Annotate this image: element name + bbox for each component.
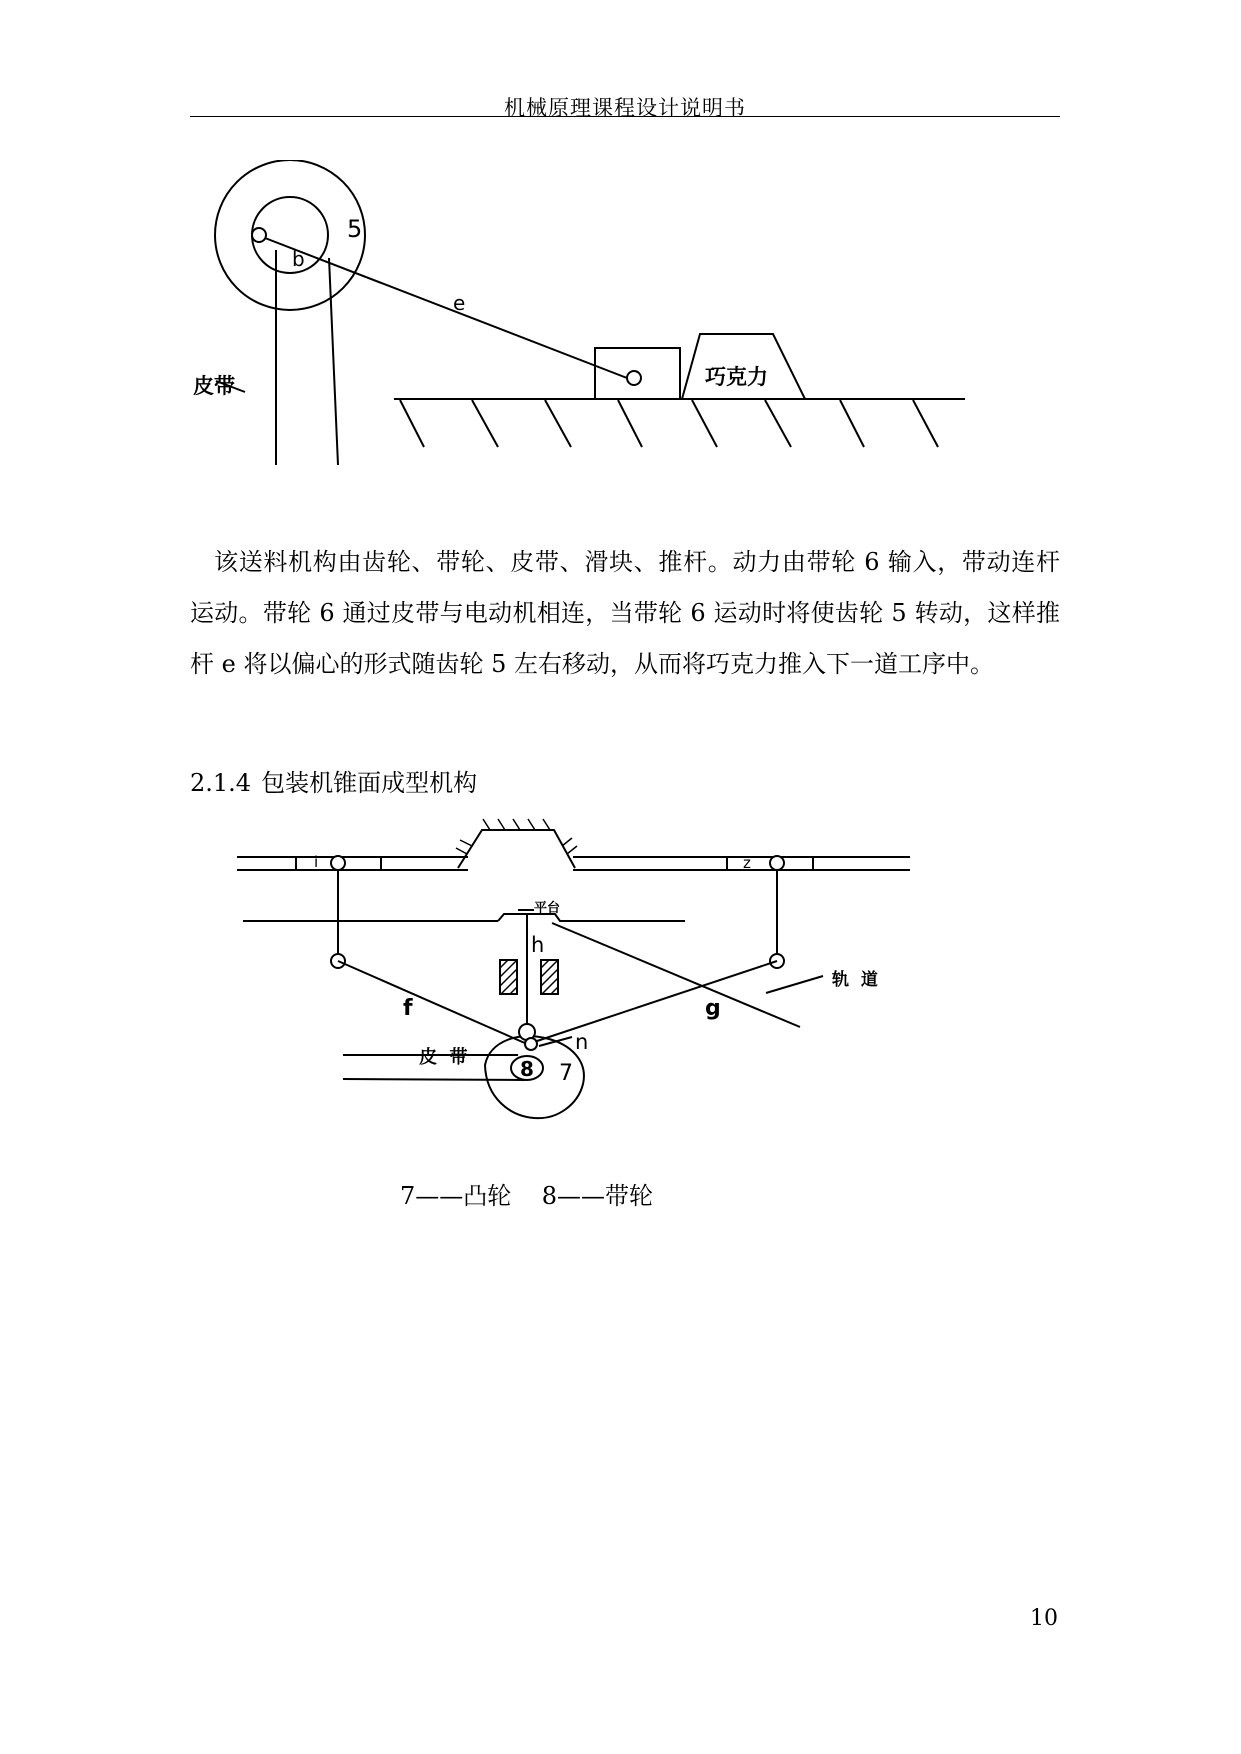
track-label: 轨 道 bbox=[832, 970, 878, 990]
raised-housing bbox=[458, 830, 575, 868]
running-header: 机械原理课程设计说明书 bbox=[504, 96, 746, 120]
platform-label: 平台 bbox=[534, 901, 561, 916]
belt-lower bbox=[343, 1079, 525, 1080]
slot-left-label: i bbox=[314, 853, 319, 871]
figure-caption: 7——凸轮 8——带轮 bbox=[400, 1182, 654, 1210]
push-rod-e bbox=[265, 238, 627, 378]
belt-right-strand bbox=[329, 258, 338, 465]
pin-n bbox=[525, 1038, 537, 1050]
belt-label: 皮带 bbox=[193, 374, 235, 398]
header-rule bbox=[190, 116, 1060, 117]
section-title: 包装机锥面成型机构 bbox=[261, 769, 478, 797]
pin-label: n bbox=[575, 1030, 589, 1054]
cam-label: 7 bbox=[559, 1061, 573, 1086]
belt-label: 皮 带 bbox=[419, 1047, 468, 1068]
crank-label: b bbox=[292, 247, 305, 271]
slot-right-label: z bbox=[743, 854, 751, 872]
eccentric-pin bbox=[252, 228, 266, 242]
track-line bbox=[552, 923, 800, 1027]
section-heading bbox=[190, 763, 477, 798]
rod-label: e bbox=[453, 291, 466, 315]
guide-label: h bbox=[531, 933, 545, 957]
figure-cone-forming-mechanism bbox=[200, 800, 1020, 1160]
figure-feeding-mechanism bbox=[180, 160, 980, 480]
rod-right-label: g bbox=[705, 996, 721, 1021]
rod-f bbox=[338, 961, 527, 1044]
gear-label: 5 bbox=[347, 215, 363, 243]
rod-left-label: f bbox=[403, 996, 413, 1021]
slider-left-pivot bbox=[331, 856, 345, 870]
track-leader bbox=[766, 976, 823, 993]
section-number: 2.1.4 bbox=[190, 769, 252, 797]
pulley-label: 8 bbox=[520, 1057, 534, 1081]
chocolate-label: 巧克力 bbox=[705, 365, 768, 389]
slider-right-pivot bbox=[770, 856, 784, 870]
page-number: 10 bbox=[1030, 1606, 1058, 1631]
description-paragraph: 该送料机构由齿轮、带轮、皮带、滑块、推杆。动力由带轮 6 输入，带动连杆运动。带轮 6 通过皮带与电动机相连，当带轮 6 运动时将使齿轮 5 转动，这样推杆 e 将以偏心的形式随齿轮 5 左右移动，从而将巧克力推入下一道工序中。 bbox=[190, 548, 1060, 678]
gear-5-outer bbox=[215, 160, 365, 310]
slider-pin bbox=[627, 371, 641, 385]
